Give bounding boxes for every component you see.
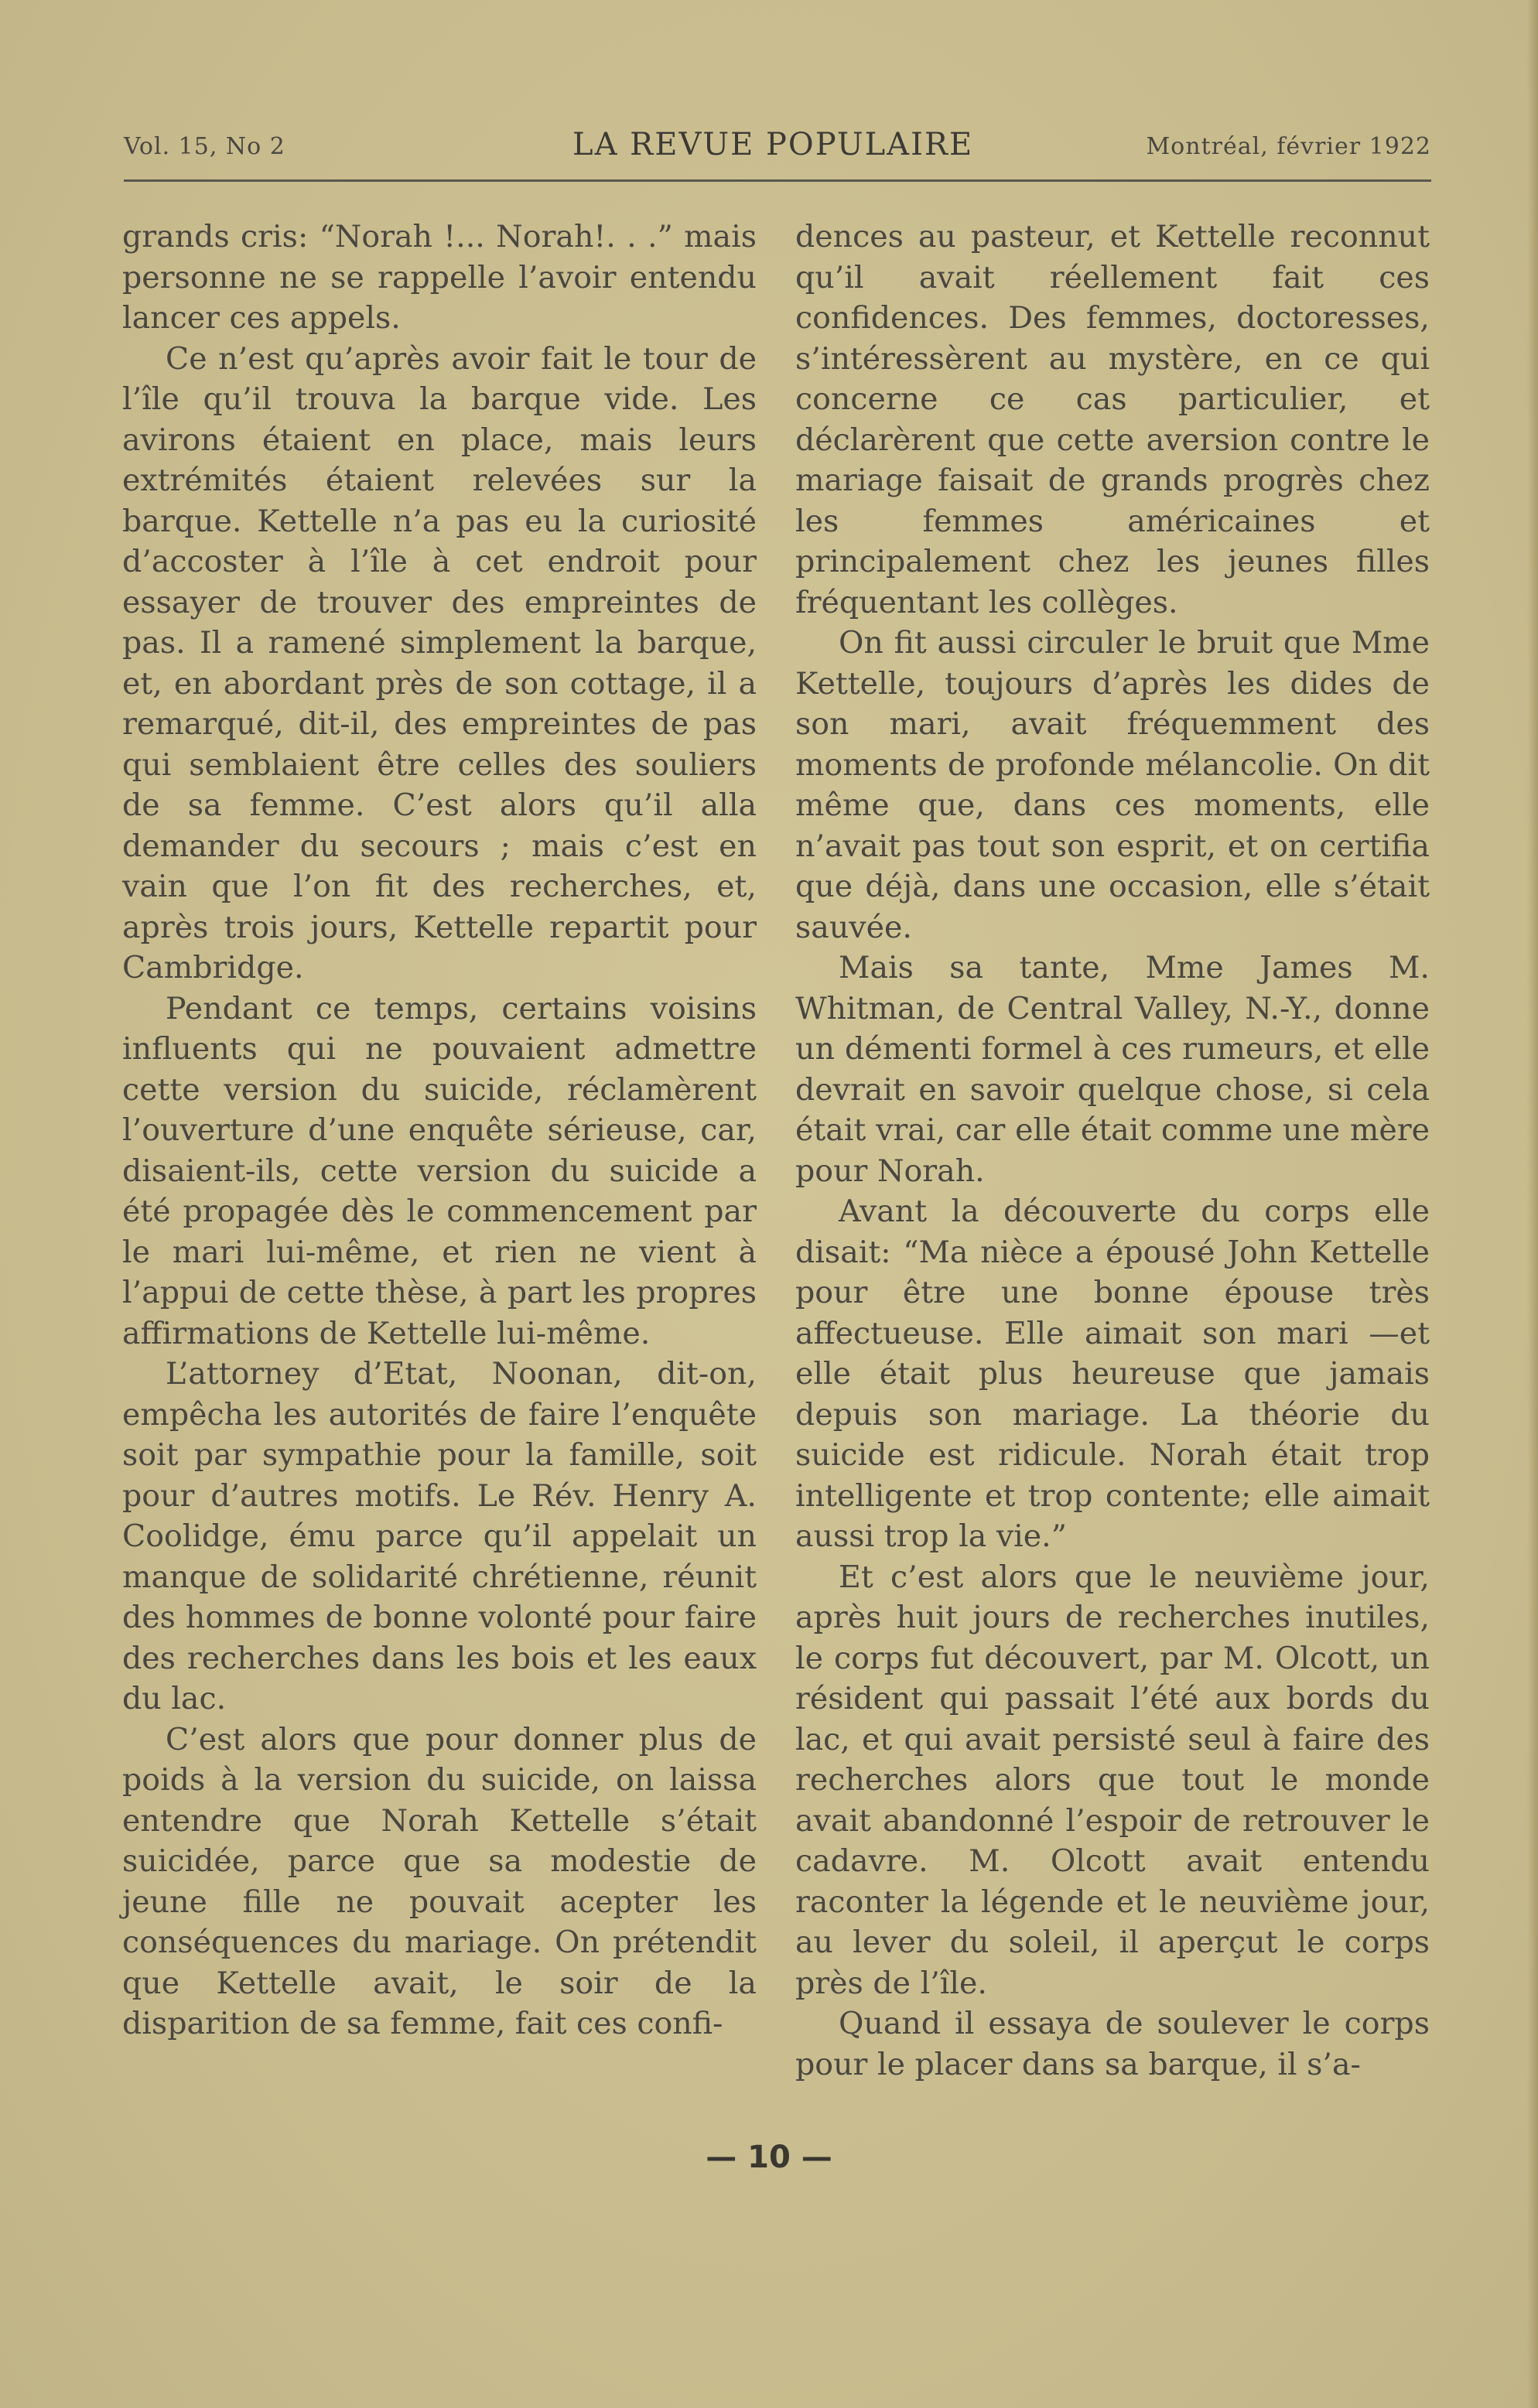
header-rule (124, 179, 1431, 182)
volume-issue: Vol. 15, No 2 (124, 133, 285, 160)
paragraph: C’est alors que pour donner plus de poids à la version du suicide, on laissa entendre que Norah Kettelle s’était suicidée, parce que sa modestie de jeune fille ne pouvait acepter les conséquences du mariage. On prétendit que Kettelle avait, le soir de la disparition de sa femme, fait ces confi- (122, 1721, 757, 2041)
paragraph: dences au pasteur, et Kettelle reconnut qu’il avait réellement fait ces confidences. Des femmes, doctoresses, s’intéressèrent au mystère, en ce qui concerne ce cas particulier, et déclarèrent que cette aversion contre le mariage faisait de grands progrès chez les femmes américaines et principalement chez les jeunes filles fréquentant les collèges. (795, 219, 1430, 620)
publication-title: LA REVUE POPULAIRE (572, 127, 974, 162)
paragraph: L’attorney d’Etat, Noonan, dit-on, empêcha les autorités de faire l’enquête soit par sympathie pour la famille, soit pour d’autres motifs. Le Rév. Henry A. Coolidge, ému parce qu’il appelait un manque de solidarité chrétienne, réunit des hommes de bonne volonté pour faire des recherches dans les bois et les eaux du lac. (122, 1356, 757, 1716)
paragraph: On fit aussi circuler le bruit que Mme Kettelle, toujours d’après les dides de son mari, avait fréquemment des moments de profonde mélancolie. On dit même que, dans ces moments, elle n’avait pas tout son esprit, et on certifia que déjà, dans une occasion, elle s’était sauvée. (795, 625, 1430, 945)
left-column (122, 217, 757, 2044)
page-edge-shadow (1527, 0, 1538, 2408)
page-number: — 10 — (706, 2140, 832, 2175)
paragraph: Et c’est alors que le neuvième jour, après huit jours de recherches inutiles, le corps fut découvert, par M. Olcott, un résident qui passait l’été aux bords du lac, et qui avait persisté seul à faire des recherches alors que tout le monde avait abandonné l’espoir de retrouver le cadavre. M. Olcott avait entendu raconter la légende et le neuvième jour, au lever du soleil, il aperçut le corps près de l’île. (795, 1559, 1430, 2001)
paragraph: Mais sa tante, Mme James M. Whitman, de Central Valley, N.-Y., donne un démenti formel à ces rumeurs, et elle devrait en savoir quelque chose, si cela était vrai, car elle était comme une mère pour Norah. (795, 950, 1430, 1189)
right-column (795, 217, 1430, 2085)
running-header (124, 124, 1431, 170)
place-date: Montréal, février 1922 (1146, 133, 1431, 160)
paragraph: Ce n’est qu’après avoir fait le tour de l’île qu’il trouva la barque vide. Les avirons étaient en place, mais leurs extrémités étaient relevées sur la barque. Kettelle n’a pas eu la curiosité d’accoster à l’île à cet endroit pour essayer de trouver des empreintes de pas. Il a ramené simplement la barque, et, en abordant près de son cottage, il a remarqué, dit-il, des empreintes de pas qui semblaient être celles des souliers de sa femme. C’est alors qu’il alla demander du secours ; mais c’est en vain que l’on fit des recherches, et, après trois jours, Kettelle repartit pour Cambridge. (122, 340, 757, 985)
paragraph: Pendant ce temps, certains voisins influents qui ne pouvaient admettre cette version du suicide, réclamèrent l’ouverture d’une enquête sérieuse, car, disaient-ils, cette version du suicide a été propagée dès le commencement par le mari lui-même, et rien ne vient à l’appui de cette thèse, à part les propres affirmations de Kettelle lui-même. (122, 990, 757, 1351)
paragraph: grands cris: “Norah !... Norah!. . .” mais personne ne se rappelle l’avoir entendu lancer ces appels. (122, 219, 757, 336)
paragraph: Avant la découverte du corps elle disait: “Ma nièce a épousé John Kettelle pour être une bonne épouse très affectueuse. Elle aimait son mari —et elle était plus heureuse que jamais depuis son mariage. La théorie du suicide est ridicule. Norah était trop intelligente et trop contente; elle aimait aussi trop la vie.” (795, 1194, 1430, 1554)
paragraph: Quand il essaya de soulever le corps pour le placer dans sa barque, il s’a- (795, 2006, 1430, 2082)
